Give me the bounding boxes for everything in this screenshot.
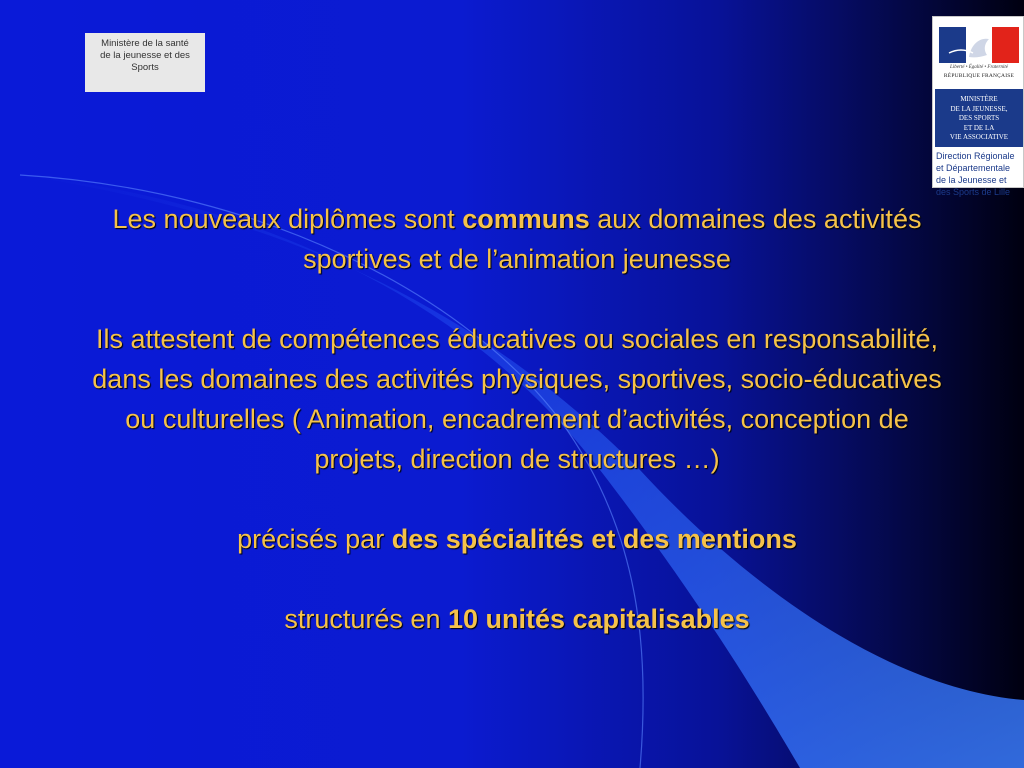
- paragraph-diplomas: [90, 199, 944, 279]
- ministry-line-2: DE LA JEUNESSE,: [950, 104, 1008, 113]
- p1-emphasis: communs: [462, 204, 590, 234]
- paragraph-specialties: [90, 519, 944, 559]
- republic-motto: Liberté • Égalité • Fraternité: [950, 65, 1008, 70]
- spacer: [90, 559, 944, 599]
- ministry-line-3: DES SPORTS: [958, 114, 1000, 122]
- ministry-label-box: [85, 33, 205, 92]
- ministry-name-block: [935, 89, 1023, 147]
- p3-emphasis: des spécialités et des mentions: [391, 524, 797, 554]
- ministry-line-4: ET DE LA: [963, 123, 995, 132]
- direction-line-3: de la Jeunesse et: [936, 175, 1007, 185]
- ministry-line-1: MINISTÈRE: [960, 95, 998, 103]
- spacer: [90, 279, 944, 319]
- spacer: [90, 479, 944, 519]
- french-flag-marianne-icon: [939, 27, 1019, 63]
- p1-text-end: aux domaines des activités sportives et de l’animation jeunesse: [303, 204, 922, 274]
- p1-text-start: Les nouveaux diplômes sont: [112, 204, 463, 234]
- paragraph-units: [90, 599, 944, 639]
- p3-text-start: précisés par: [237, 524, 392, 554]
- republic-name: RÉPUBLIQUE FRANÇAISE: [943, 73, 1015, 79]
- republic-emblem: [935, 19, 1023, 89]
- direction-line-1: Direction Régionale: [936, 151, 1015, 161]
- ministry-label-line-2: de la jeunesse et des: [100, 50, 190, 61]
- direction-line-2: et Départementale: [936, 163, 1011, 173]
- direction-name: [936, 150, 1024, 198]
- ministry-label-line-1: Ministère de la santé: [101, 38, 189, 49]
- slide-body: [90, 199, 944, 639]
- p4-text-start: structurés en: [284, 604, 448, 634]
- ministry-logo: [932, 16, 1024, 197]
- ministry-line-5: VIE ASSOCIATIVE: [949, 133, 1009, 141]
- direction-line-4: des Sports de Lille: [936, 187, 1011, 197]
- ministry-label-line-3: Sports: [131, 62, 159, 73]
- paragraph-competences: Ils attestent de compétences éducatives ou sociales en responsabilité, dans les domaines des activités physiques, sportives, socio-éducatives ou culturelles ( Animation, encadrement d’activités, conception de projets, direction de structures …): [92, 324, 942, 474]
- p4-emphasis: 10 unités capitalisables: [447, 604, 750, 634]
